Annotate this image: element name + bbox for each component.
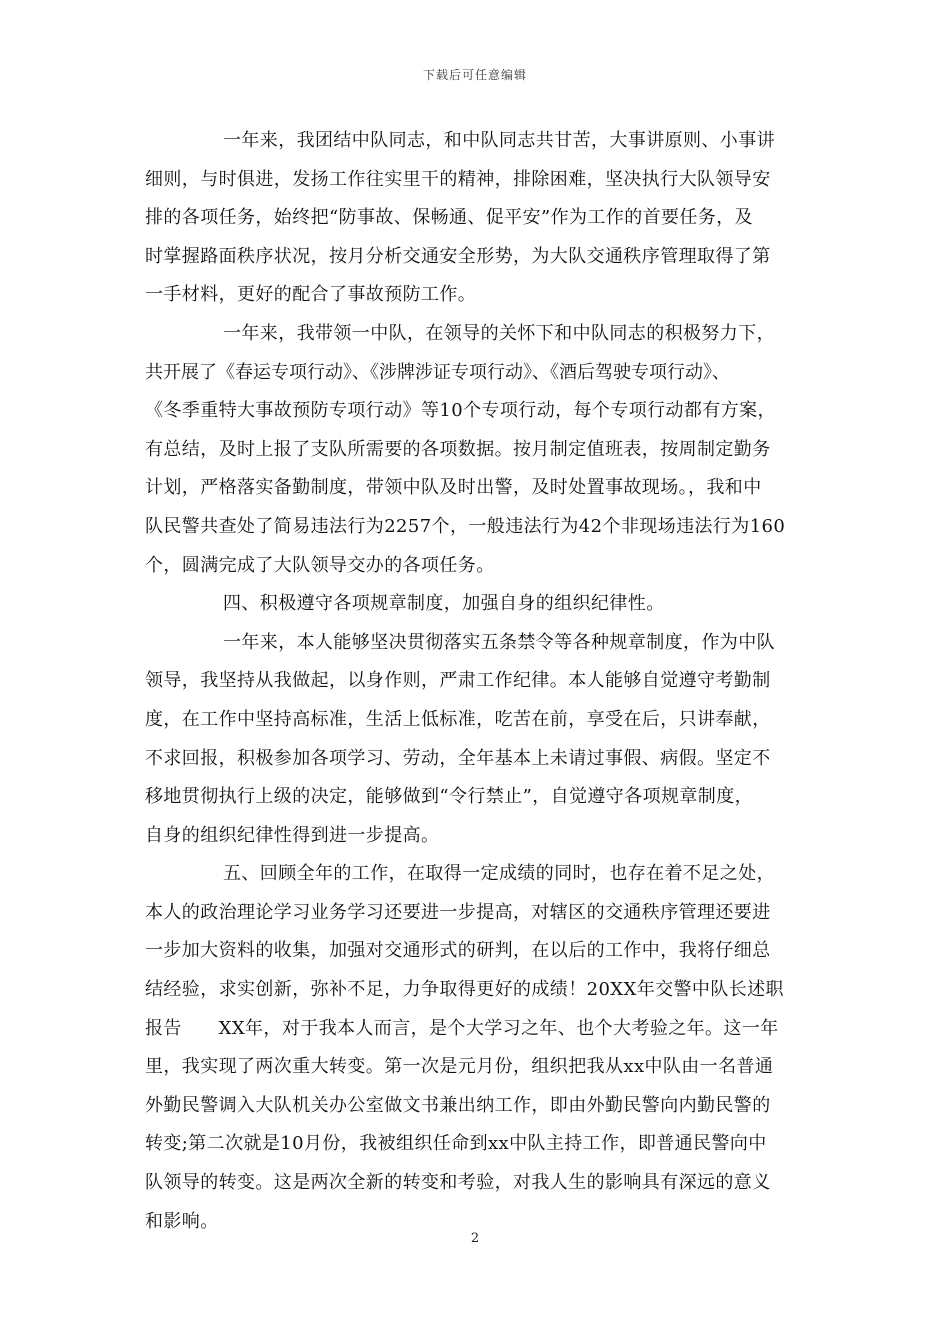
text-line: 移地贯彻执行上级的决定，能够做到“令行禁止”，自觉遵守各项规章制度， [145, 786, 754, 808]
text-line: 个，圆满完成了大队领导交办的各项任务。 [145, 554, 495, 576]
text-line: 有总结，及时上报了支队所需要的各项数据。按月制定值班表，按周制定勤务 [145, 438, 771, 460]
text-line: 队领导的转变。这是两次全新的转变和考验，对我人生的影响具有深远的意义 [145, 1172, 771, 1194]
text-line: 计划，严格落实备勤制度，带领中队及时出警，及时处置事故现场。，我和中 [145, 477, 762, 499]
text-line: 细则，与时俱进，发扬工作往实里干的精神，排除困难，坚决执行大队领导安 [145, 168, 771, 190]
page-header: 下载后可任意编辑 [422, 68, 527, 82]
text-line: 《冬季重特大事故预防专项行动》等10个专项行动，每个专项行动都有方案， [145, 400, 776, 422]
text-line: 外勤民警调入大队机关办公室做文书兼出纳工作，即由外勤民警向内勤民警的 [145, 1094, 771, 1116]
section-heading: 五、回顾全年的工作，在取得一定成绩的同时，也存在着不足之处， [223, 863, 775, 885]
text-line: 结经验，求实创新，弥补不足，力争取得更好的成绩！20XX年交警中队长述职 [145, 979, 784, 1001]
section-heading: 四、积极遵守各项规章制度，加强自身的组织纪律性。 [223, 593, 665, 615]
text-line: 一年来，我团结中队同志，和中队同志共甘苦，大事讲原则、小事讲 [223, 130, 775, 151]
text-line: 时掌握路面秩序状况，按月分析交通安全形势，为大队交通秩序管理取得了第 [145, 245, 771, 267]
text-line: 领导，我坚持从我做起，以身作则，严肃工作纪律。本人能够自觉遵守考勤制 [145, 670, 771, 692]
page-number: 2 [470, 1231, 480, 1246]
text-line: 转变;第二次就是10月份，我被组织任命到xx中队主持工作，即普通民警向中 [145, 1133, 767, 1155]
text-line: 里，我实现了两次重大转变。第一次是元月份，组织把我从xx中队由一名普通 [145, 1056, 774, 1078]
text-line: 一年来，我带领一中队，在领导的关怀下和中队同志的积极努力下， [223, 322, 775, 344]
text-line: 排的各项任务，始终把“防事故、保畅通、促平安”作为工作的首要任务，及 [145, 207, 754, 229]
text-line: 不求回报，积极参加各项学习、劳动，全年基本上未请过事假、病假。坚定不 [145, 747, 771, 769]
text-line: 一年来，本人能够坚决贯彻落实五条禁令等各种规章制度，作为中队 [223, 631, 775, 653]
text-line: 一步加大资料的收集，加强对交通形式的研判，在以后的工作中，我将仔细总 [145, 940, 771, 962]
text-line: 一手材料，更好的配合了事故预防工作。 [145, 284, 477, 306]
document-body [145, 122, 811, 1241]
text-line: 自身的组织纪律性得到进一步提高。 [145, 824, 440, 846]
text-line: 报告 XX年，对于我本人而言，是个大学习之年、也个大考验之年。这一年 [145, 1017, 779, 1039]
text-line: 共开展了《春运专项行动》、《涉牌涉证专项行动》、《酒后驾驶专项行动》、 [145, 361, 730, 383]
text-line: 和影响。 [145, 1210, 219, 1232]
text-line: 队民警共查处了简易违法行为2257个，一般违法行为42个非现场违法行为160 [145, 515, 786, 537]
text-line: 度，在工作中坚持高标准，生活上低标准，吃苦在前，享受在后，只讲奉献， [145, 708, 771, 730]
text-line: 本人的政治理论学习业务学习还要进一步提高，对辖区的交通秩序管理还要进 [145, 901, 771, 923]
